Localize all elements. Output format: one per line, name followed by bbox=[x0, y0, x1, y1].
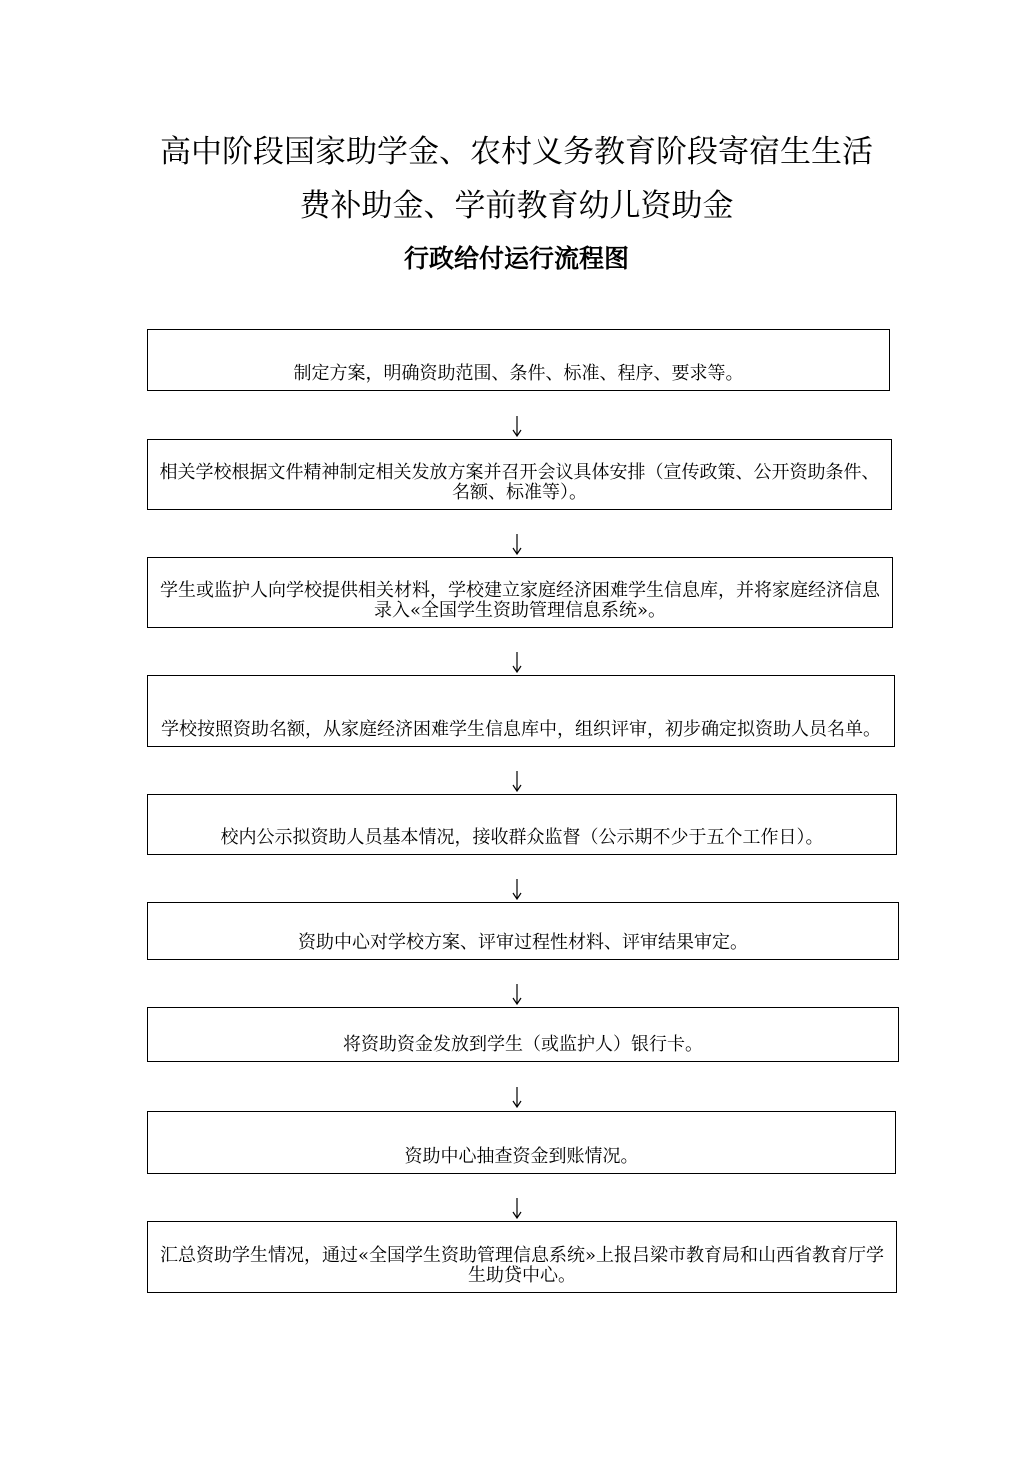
step-box-5 bbox=[147, 794, 897, 855]
step-box-7 bbox=[147, 1007, 899, 1062]
down-arrow-icon bbox=[511, 415, 523, 437]
step-box-9 bbox=[147, 1221, 897, 1293]
step-text-1: 制定方案，明确资助范围、条件、标准、程序、要求等。 bbox=[293, 363, 744, 384]
down-arrow-icon bbox=[511, 878, 523, 900]
page-subtitle: 行政给付运行流程图 bbox=[403, 244, 629, 273]
step-box-1 bbox=[147, 329, 890, 391]
page-title-line-2: 费补助金、学前教育幼儿资助金 bbox=[299, 188, 734, 224]
step-box-4 bbox=[147, 675, 895, 747]
step-box-8 bbox=[147, 1111, 896, 1174]
step-text-6: 资助中心对学校方案、评审过程性材料、评审结果审定。 bbox=[298, 932, 748, 953]
down-arrow-icon bbox=[511, 983, 523, 1005]
step-text-8: 资助中心抽查资金到账情况。 bbox=[404, 1146, 639, 1167]
step-text-7: 将资助资金发放到学生（或监护人）银行卡。 bbox=[343, 1034, 703, 1055]
down-arrow-icon bbox=[511, 533, 523, 555]
down-arrow-icon bbox=[511, 770, 523, 792]
step-text-2: 相关学校根据文件精神制定相关发放方案并召开会议具体安排（宣传政策、公开资助条件、名额、标准等）。 bbox=[159, 462, 880, 503]
down-arrow-icon bbox=[511, 651, 523, 673]
step-box-2 bbox=[147, 439, 892, 510]
step-text-4: 学校按照资助名额，从家庭经济困难学生信息库中，组织评审，初步确定拟资助人员名单。 bbox=[161, 719, 881, 740]
down-arrow-icon bbox=[511, 1197, 523, 1219]
step-text-5: 校内公示拟资助人员基本情况，接收群众监督（公示期不少于五个工作日）。 bbox=[220, 827, 824, 848]
page-title-line-1: 高中阶段国家助学金、农村义务教育阶段寄宿生生活 bbox=[160, 134, 873, 170]
step-text-9: 汇总资助学生情况，通过«全国学生资助管理信息系统»上报吕梁市教育局和山西省教育厅学生助贷中心。 bbox=[159, 1245, 885, 1286]
down-arrow-icon bbox=[511, 1086, 523, 1108]
step-text-3: 学生或监护人向学校提供相关材料，学校建立家庭经济困难学生信息库，并将家庭经济信息录入«全国学生资助管理信息系统»。 bbox=[160, 580, 880, 621]
step-box-3 bbox=[147, 557, 893, 628]
step-box-6 bbox=[147, 902, 899, 960]
